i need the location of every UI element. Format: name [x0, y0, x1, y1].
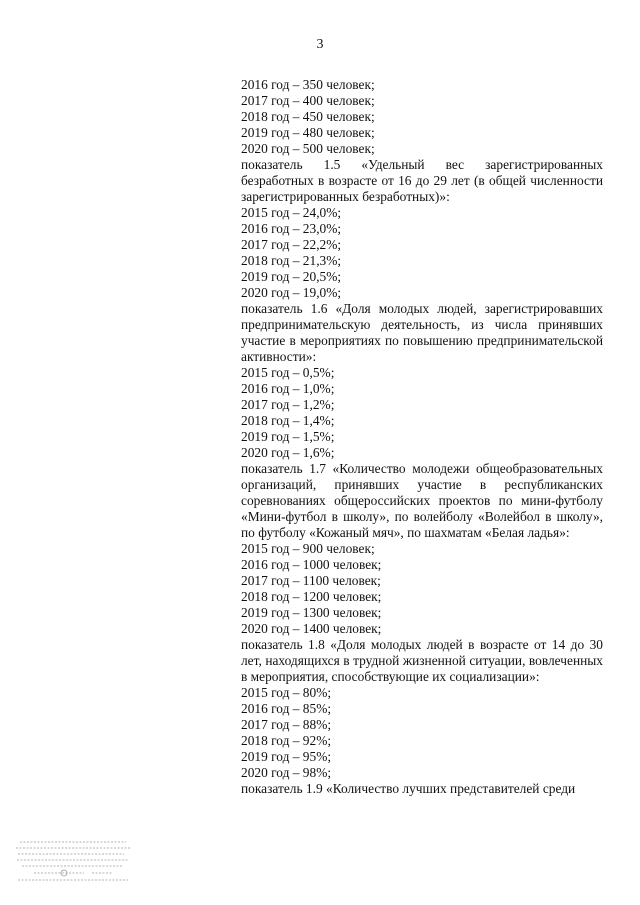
- registration-stamp: [14, 838, 132, 886]
- year-value-line: 2019 год – 20,5%;: [241, 269, 342, 284]
- year-value-line: 2017 год – 88%;: [241, 717, 332, 732]
- year-value-line: 2020 год – 1400 человек;: [241, 621, 382, 636]
- year-value-line: 2017 год – 1100 человек;: [241, 573, 381, 588]
- year-value-line: 2019 год – 1300 человек;: [241, 605, 382, 620]
- indicator-paragraph: показатель 1.7 «Количество молодежи общеобразовательных организаций, принявших участие в республиканских соревнованиях общероссийских проектов по мини-футболу «Мини-футбол в школу», по волейболу «Волейбол в школу», по футболу «Кожаный мяч», по шахматам «Белая ладья»:: [241, 461, 603, 540]
- indicator-paragraph: показатель 1.9 «Количество лучших представителей среди: [241, 781, 576, 796]
- year-value-line: 2016 год – 1000 человек;: [241, 557, 382, 572]
- year-value-line: 2019 год – 480 человек;: [241, 125, 375, 140]
- year-value-line: 2015 год – 80%;: [241, 685, 332, 700]
- year-value-line: 2017 год – 400 человек;: [241, 93, 375, 108]
- year-value-line: 2015 год – 24,0%;: [241, 205, 342, 220]
- year-value-line: 2020 год – 19,0%;: [241, 285, 342, 300]
- year-value-line: 2020 год – 1,6%;: [241, 445, 335, 460]
- indicator-paragraph: показатель 1.8 «Доля молодых людей в возрасте от 14 до 30 лет, находящихся в трудной жизненной ситуации, вовлеченных в мероприятия, способствующие их социализации»:: [241, 637, 603, 684]
- indicator-paragraph: показатель 1.6 «Доля молодых людей, зарегистрировавших предпринимательскую деятельность, из числа принявших участие в мероприятиях по повышению предпринимательской активности»:: [241, 301, 603, 364]
- year-value-line: 2017 год – 22,2%;: [241, 237, 342, 252]
- year-value-line: 2020 год – 500 человек;: [241, 141, 375, 156]
- year-value-line: 2018 год – 21,3%;: [241, 253, 342, 268]
- year-value-line: 2015 год – 900 человек;: [241, 541, 375, 556]
- year-value-line: 2019 год – 95%;: [241, 749, 332, 764]
- year-value-line: 2018 год – 92%;: [241, 733, 332, 748]
- year-value-line: 2018 год – 450 человек;: [241, 109, 375, 124]
- page-number: 3: [316, 37, 324, 52]
- year-value-line: 2016 год – 23,0%;: [241, 221, 342, 236]
- year-value-line: 2018 год – 1200 человек;: [241, 589, 382, 604]
- year-value-line: 2019 год – 1,5%;: [241, 429, 335, 444]
- document-body: [241, 77, 603, 797]
- year-value-line: 2016 год – 1,0%;: [241, 381, 335, 396]
- year-value-line: 2018 год – 1,4%;: [241, 413, 335, 428]
- year-value-line: 2017 год – 1,2%;: [241, 397, 335, 412]
- year-value-line: 2016 год – 350 человек;: [241, 77, 375, 92]
- year-value-line: 2020 год – 98%;: [241, 765, 332, 780]
- indicator-paragraph: показатель 1.5 «Удельный вес зарегистрированных безработных в возрасте от 16 до 29 лет (в общей численности зарегистрированных безработных)»:: [241, 157, 603, 204]
- year-value-line: 2015 год – 0,5%;: [241, 365, 335, 380]
- year-value-line: 2016 год – 85%;: [241, 701, 332, 716]
